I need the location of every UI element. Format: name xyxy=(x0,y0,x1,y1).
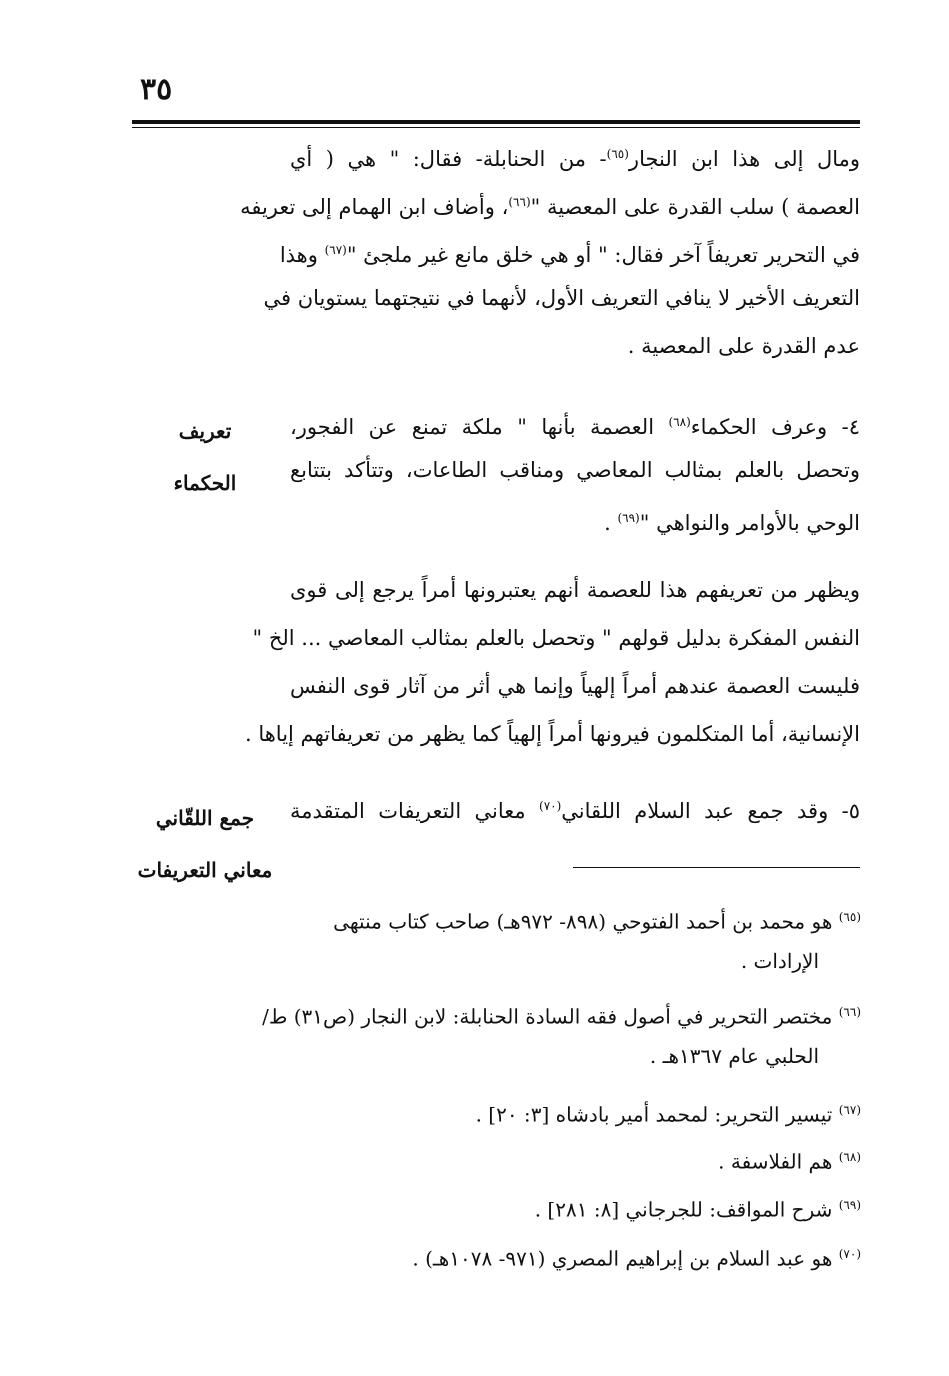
text-line: فليست العصمة عندهم أمراً إلهياً وإنما هي أثر من آثار قوى النفس xyxy=(290,674,860,698)
margin-note-line: معاني التعريفات xyxy=(137,858,273,882)
margin-note-line: جمع اللقّاني xyxy=(155,806,255,830)
text-line xyxy=(290,494,860,542)
text-segment: معاني التعريفات المتقدمة xyxy=(290,799,540,823)
text-line xyxy=(290,782,860,830)
text-segment: . xyxy=(604,511,618,535)
footnote-66 xyxy=(262,990,861,1078)
header-rule-thin xyxy=(132,127,860,128)
footnote-65 xyxy=(333,895,861,983)
footnote-67 xyxy=(476,1088,861,1132)
footnote-68 xyxy=(718,1135,861,1179)
text-line: وتحصل بالعلم بمثالب المعاصي ومناقب الطاعات، وتتأكد بتتابع xyxy=(290,458,860,482)
footnote-number: (٦٦) xyxy=(838,1005,861,1019)
page-number: ٣٥ xyxy=(140,72,173,107)
footnote-number: (٦٥) xyxy=(838,910,861,924)
paragraph-analysis xyxy=(244,566,860,758)
paragraph-ibn-al-najjar xyxy=(240,130,860,370)
footnote-ref: (٧٠) xyxy=(539,799,562,813)
footnote-text: تيسير التحرير: لمحمد أمير بادشاه [٣: ٢٠] . xyxy=(475,1102,833,1127)
footnote-line: الحلبي عام ١٣٦٧هـ . xyxy=(649,1044,819,1068)
text-line: الإنسانية، أما المتكلمون فيرونها أمراً إلهياً كما يظهر من تعريفاتهم إياها . xyxy=(244,722,860,746)
text-line: النفس المفكرة بدليل قولهم " وتحصل بالعلم بمثالب المعاصي ... الخ " xyxy=(252,626,860,650)
text-line xyxy=(240,178,860,226)
footnote-text: هو عبد السلام بن إبراهيم المصري (٩٧١- ١٠٧٨هـ) . xyxy=(412,1246,833,1271)
margin-note-laqqani xyxy=(135,792,275,896)
text-line xyxy=(290,130,860,178)
footnote-text: مختصر التحرير في أصول فقه السادة الحنابلة: لابن النجار (ص٣١) ط/ xyxy=(262,1004,833,1029)
margin-note-line: الحكماء xyxy=(173,471,237,495)
text-segment: في التحرير تعريفاً آخر فقال: " أو هي خلق مانع غير ملجئ " xyxy=(346,243,860,267)
text-line: عدم القدرة على المعصية . xyxy=(627,334,860,358)
footnote-ref: (٦٧) xyxy=(324,243,347,257)
text-line: التعريف الأخير لا ينافي التعريف الأول، لأنهما في نتيجتهما يستويان في xyxy=(263,286,860,310)
footnote-text: هم الفلاسفة . xyxy=(718,1149,833,1174)
footnote-text: شرح المواقف: للجرجاني [٨: ٢٨١] . xyxy=(534,1197,833,1222)
footnote-ref: (٦٩) xyxy=(617,511,640,525)
text-segment: ٤- وعرف الحكماء xyxy=(690,415,860,439)
text-segment: وهذا xyxy=(279,243,325,267)
text-segment: الوحي بالأوامر والنواهي " xyxy=(639,511,860,535)
footnote-line: الإرادات . xyxy=(740,949,819,973)
text-segment: ٥- وقد جمع عبد السلام اللقاني xyxy=(561,799,860,823)
footnote-69 xyxy=(535,1183,861,1227)
footnote-line xyxy=(476,1088,861,1132)
footnote-line xyxy=(718,1135,861,1179)
footnote-ref: (٦٥) xyxy=(606,147,629,161)
text-line: ويظهر من تعريفهم هذا للعصمة أنهم يعتبرونها أمراً يرجع إلى قوى xyxy=(290,578,860,602)
footnote-ref: (٦٨) xyxy=(668,415,691,429)
text-line xyxy=(290,398,860,446)
footnote-line xyxy=(262,990,861,1034)
footnote-70 xyxy=(412,1232,861,1276)
footnote-line xyxy=(333,895,861,939)
footnote-line xyxy=(535,1183,861,1227)
text-segment: ، وأضاف ابن الهمام إلى تعريفه xyxy=(240,195,509,219)
footnote-line xyxy=(412,1232,861,1276)
text-segment: - من الحنابلة- فقال: " هي ( أي xyxy=(290,147,607,171)
text-segment: العصمة بأنها " ملكة تمنع عن الفجور، xyxy=(290,415,669,439)
text-segment: ومال إلى هذا ابن النجار xyxy=(628,147,860,171)
footnote-number: (٦٧) xyxy=(838,1103,861,1117)
footnote-ref: (٦٦) xyxy=(508,195,531,209)
paragraph-laqqani xyxy=(290,782,860,830)
text-line xyxy=(279,226,860,274)
paragraph-hukama-definition xyxy=(290,398,860,542)
footnote-number: (٦٨) xyxy=(838,1150,861,1164)
footnote-number: (٧٠) xyxy=(838,1247,861,1261)
text-segment: العصمة ) سلب القدرة على المعصية " xyxy=(530,195,860,219)
footnote-number: (٦٩) xyxy=(838,1198,861,1212)
footnote-separator xyxy=(573,867,860,868)
margin-note-line: تعريف xyxy=(178,419,232,443)
footnote-text: هو محمد بن أحمد الفتوحي (٨٩٨- ٩٧٢هـ) صاحب كتاب منتهى xyxy=(333,909,833,934)
header-rule-thick xyxy=(132,120,860,124)
margin-note-hukama xyxy=(160,405,250,509)
